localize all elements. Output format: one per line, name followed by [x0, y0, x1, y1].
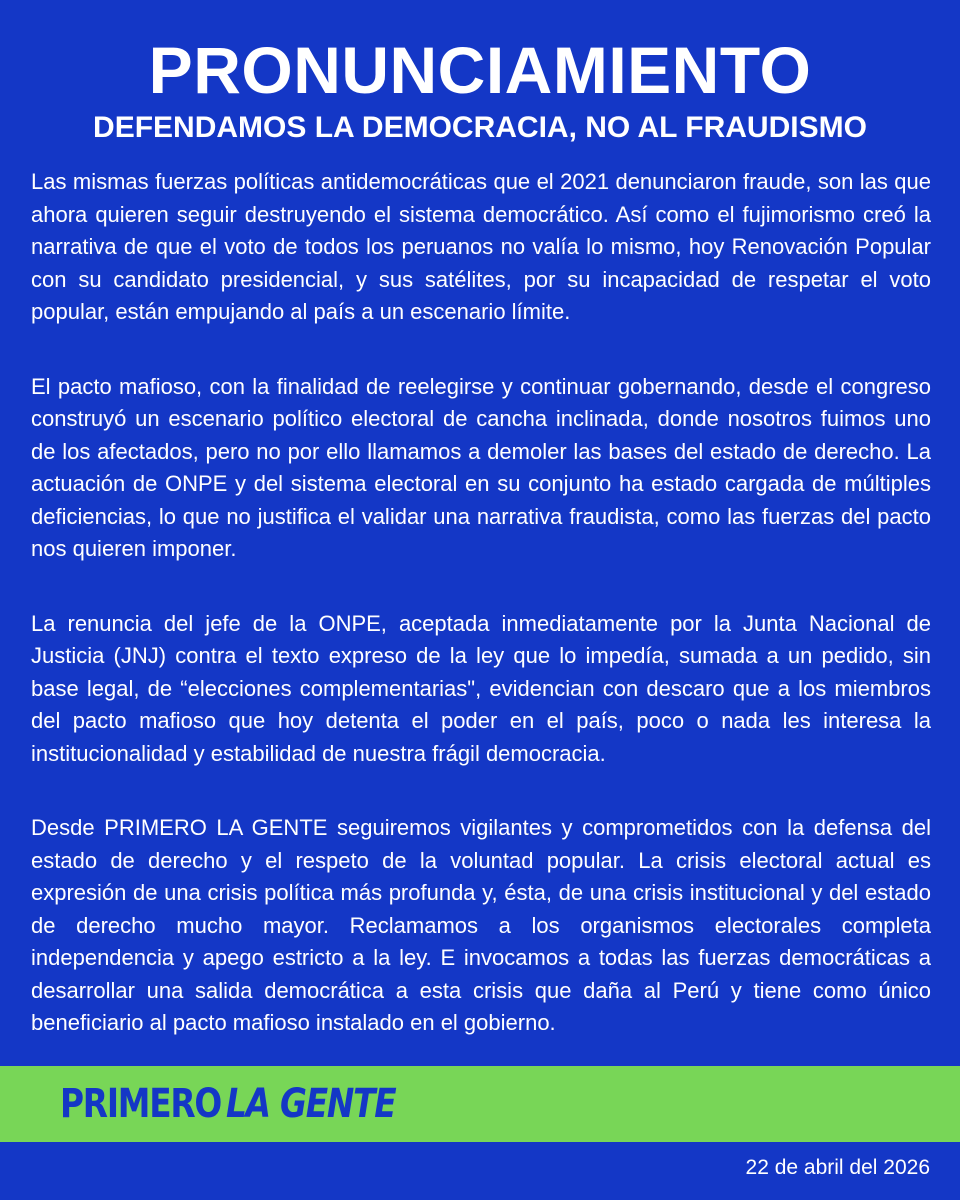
paragraph-3: La renuncia del jefe de la ONPE, aceptada inmediatamente por la Junta Nacional de Justicia (JNJ) contra el texto expreso de la ley que lo impedía, sumada a un pedido, sin base legal, de “elecciones complementarias", evidencian con descaro que a los miembros del pacto mafioso que hoy detenta el poder en el país, poco o nada les interesa la institucionalidad y estabilidad de nuestra frágil democracia. — [31, 610, 931, 766]
paragraph-2: El pacto mafioso, con la finalidad de reelegirse y continuar gobernando, desde el congreso construyó un escenario político electoral de cancha inclinada, donde nosotros fuimos uno de los afectados, pero no por ello llamamos a demoler las bases del estado de derecho. La actuación de ONPE y del sistema electoral en su conjunto ha estado cargada de múltiples deficiencias, lo que no justifica el validar una narrativa fraudista, como las fuerzas del pacto nos quieren imponer. — [31, 373, 931, 561]
brand-name-regular: PRIMERO — [60, 1081, 222, 1127]
statement-body — [31, 166, 931, 1040]
paragraph-4: Desde PRIMERO LA GENTE seguiremos vigilantes y comprometidos con la defensa del estado de derecho y el respeto de la voluntad popular. La crisis electoral actual es expresión de una crisis política más profunda y, ésta, de una crisis institucional y del estado de derecho mucho mayor. Reclamamos a los organismos electorales completa independencia y apego estricto a la ley. E invocamos a todas las fuerzas democráticas a desarrollar una salida democrática a esta crisis que daña al Perú y tiene como único beneficiario al pacto mafioso instalado en el gobierno. — [31, 815, 931, 1035]
paragraph-1: Las mismas fuerzas políticas antidemocráticas que el 2021 denunciaron fraude, son las que ahora quieren seguir destruyendo el sistema democrático. Así como el fujimorismo creó la narrativa de que el voto de todos los peruanos no valía lo mismo, hoy Renovación Popular con su candidato presidencial, y sus satélites, por su incapacidad de respetar el voto popular, están empujando al país a un escenario límite. — [31, 169, 931, 324]
page-subtitle: DEFENDAMOS LA DEMOCRACIA, NO AL FRAUDISMO — [93, 111, 867, 144]
page-title: PRONUNCIAMIENTO — [148, 33, 812, 107]
brand-logo — [60, 1080, 395, 1128]
publication-date: 22 de abril del 2026 — [745, 1156, 930, 1179]
brand-bar — [0, 1066, 960, 1142]
brand-name-italic: LA GENTE — [225, 1081, 396, 1127]
